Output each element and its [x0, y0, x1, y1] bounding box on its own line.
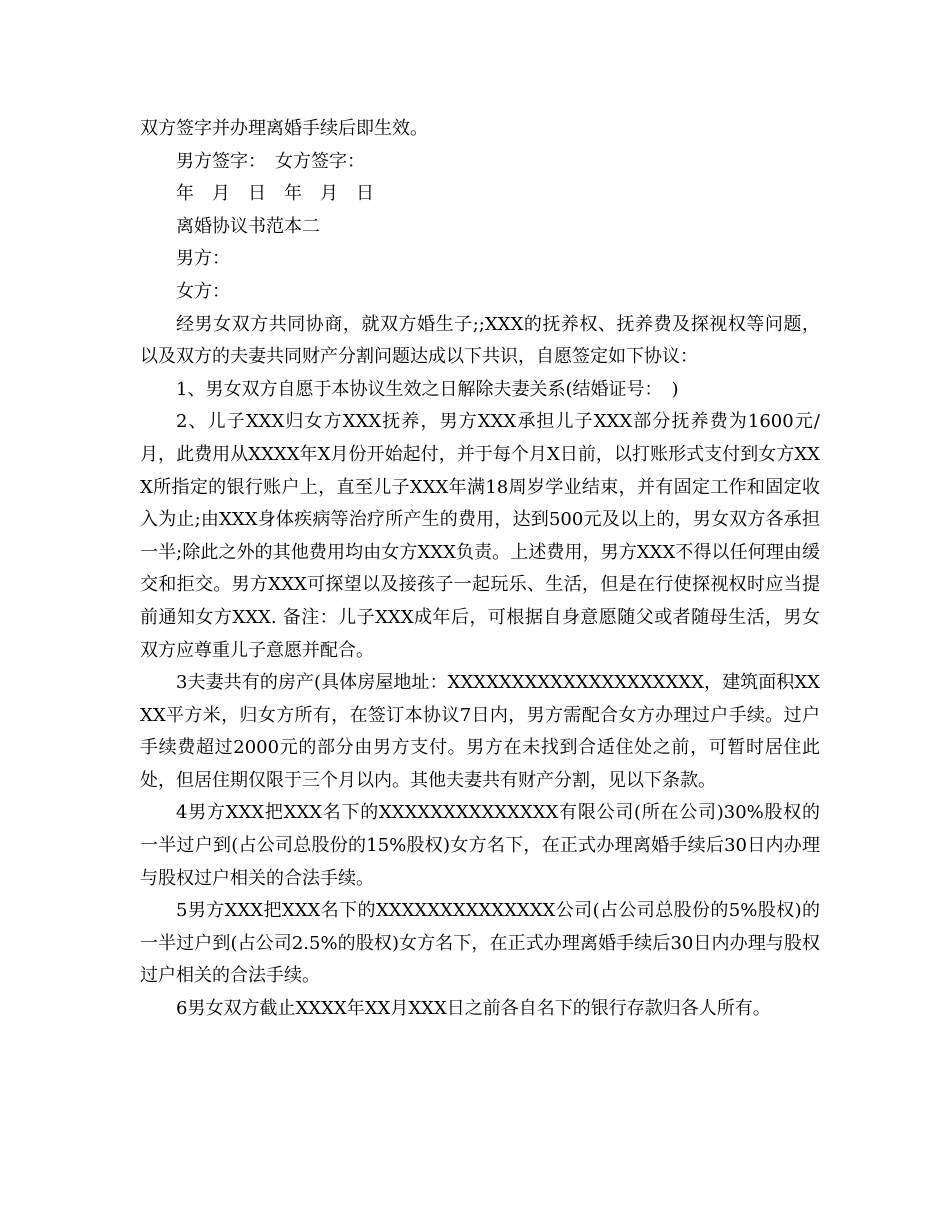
closing-line: 双方签字并办理离婚手续后即生效。	[140, 118, 428, 139]
clause-5: 5男方XXX把XXX名下的XXXXXXXXXXXXXX公司(占公司总股份的5%股权)的一半过户到(占公司2.5%的股权)女方名下，在正式办理离婚手续后30日内办理与股权过户相关的合法手续。	[140, 900, 820, 987]
wife-field: 女方：	[176, 280, 230, 302]
signature-line: 男方签字： 女方签字：	[176, 150, 365, 172]
clause-4: 4男方XXX把XXX名下的XXXXXXXXXXXXXX有限公司(所在公司)30%股权的一半过户到(占公司总股份的15%股权)女方名下，在正式办理离婚手续后30日内办理与股权过户相关的合法手续。	[140, 802, 820, 889]
husband-field: 男方：	[176, 248, 230, 270]
date-line: 年 月 日 年 月 日	[176, 183, 374, 205]
document-body	[140, 113, 820, 1026]
clause-2: 2、儿子XXX归女方XXX抚养，男方XXX承担儿子XXX部分抚养费为1600元/月，此费用从XXXX年X月份开始起付，并于每个月X日前，以打账形式支付到女方XXX所指定的银行账户上，直至儿子XXX年满18周岁学业结束，并有固定工作和固定收入为止;由XXX身体疾病等治疗所产生的费用，达到500元及以上的，男女双方各承担一半;除此之外的其他费用均由女方XXX负责。上述费用，男方XXX不得以任何理由缓交和拒交。男方XXX可探望以及接孩子一起玩乐、生活，但是在行使探视权时应当提前通知女方XXX. 备注：儿子XXX成年后，可根据自身意愿随父或者随母生活，男女双方应尊重儿子意愿并配合。	[140, 411, 820, 661]
preamble-paragraph: 经男女双方共同协商，就双方婚生子;;XXX的抚养权、抚养费及探视权等问题，以及双方的夫妻共同财产分割问题达成以下共识，自愿签定如下协议：	[140, 313, 820, 368]
clause-1: 1、男女双方自愿于本协议生效之日解除夫妻关系(结婚证号： )	[176, 378, 679, 400]
clause-6: 6男女双方截止XXXX年XX月XXX日之前各自名下的银行存款归各人所有。	[176, 998, 771, 1020]
section-title: 离婚协议书范本二	[176, 215, 320, 237]
clause-3: 3夫妻共有的房产(具体房屋地址：XXXXXXXXXXXXXXXXXXXX，建筑面积XXXX平方米，归女方所有，在签订本协议7日内，男方需配合女方办理过户手续。过户手续费超过2000元的部分由男方支付。男方在未找到合适住处之前，可暂时居住此处，但居住期仅限于三个月以内。其他夫妻共有财产分割，见以下条款。	[140, 672, 820, 791]
